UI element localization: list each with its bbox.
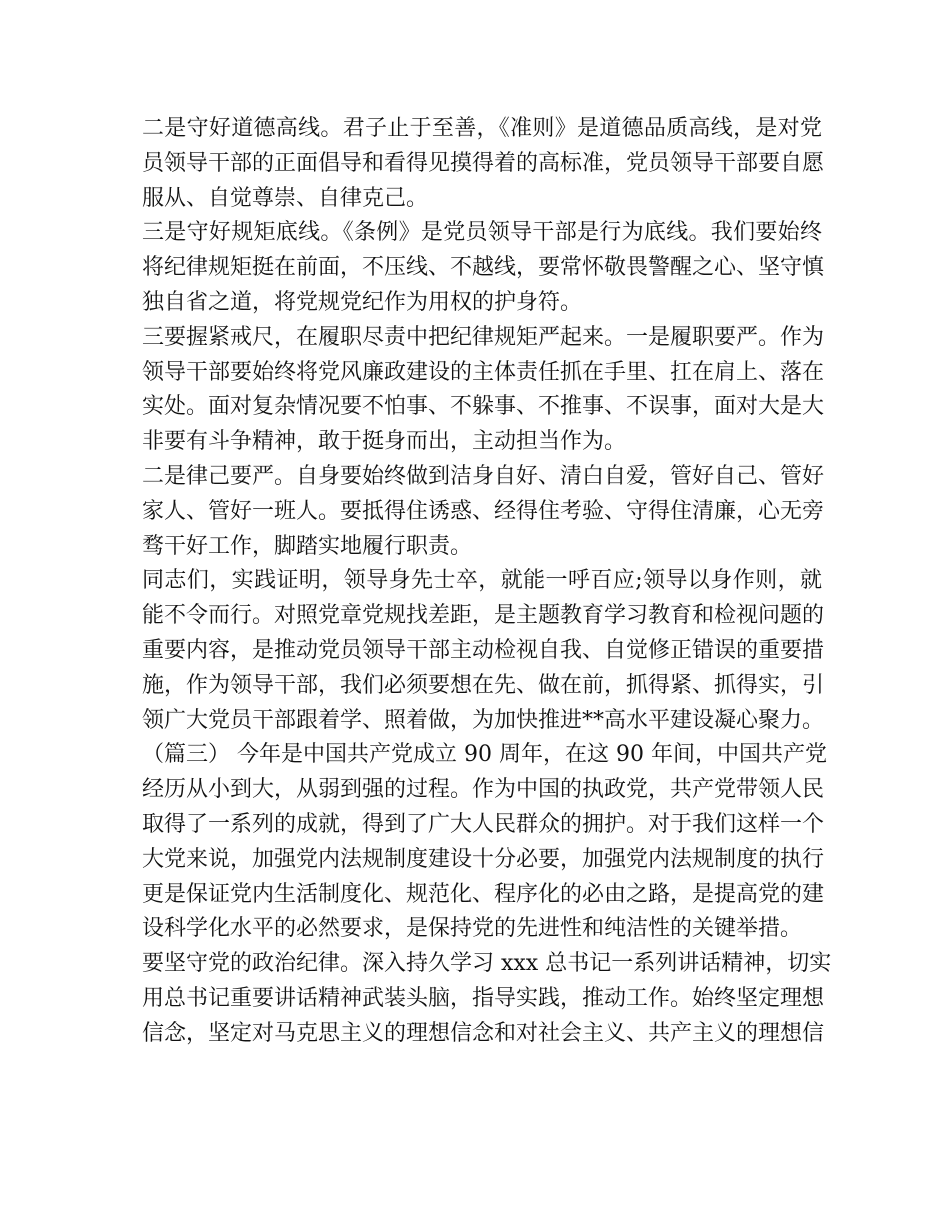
text-line: 更是保证党内生活制度化、规范化、程序化的必由之路，是提高党的建 <box>142 881 825 907</box>
text-line: 骛干好工作，脚踏实地履行职责。 <box>142 533 473 559</box>
text-line: 实处。面对复杂情况要不怕事、不躲事、不推事、不误事，面对大是大 <box>142 394 825 420</box>
text-line: 信念，坚定对马克思主义的理想信念和对社会主义、共产主义的理想信 <box>142 1020 825 1046</box>
text-line: 将纪律规矩挺在前面，不压线、不越线，要常怀敬畏警醒之心、坚守慎 <box>142 255 825 281</box>
text-line: 领导干部要始终将党风廉政建设的主体责任抓在手里、扛在肩上、落在 <box>142 359 825 385</box>
text-line: 家人、管好一班人。要抵得住诱惑、经得住考验、守得住清廉，心无旁 <box>142 498 825 524</box>
text-line: 重要内容，是推动党员领导干部主动检视自我、自觉修正错误的重要措 <box>142 637 825 663</box>
text-line: （篇三） 今年是中国共产党成立 90 周年，在这 90 年间，中国共产党 <box>142 742 827 768</box>
text-line: 员领导干部的正面倡导和看得见摸得着的高标准，党员领导干部要自愿 <box>142 150 825 176</box>
text-line: 取得了一系列的成就，得到了广大人民群众的拥护。对于我们这样一个 <box>142 811 825 837</box>
text-line: 要坚守党的政治纪律。深入持久学习 xxx 总书记一系列讲话精神，切实 <box>142 951 832 977</box>
text-line: 领广大党员干部跟着学、照着做，为加快推进**高水平建设凝心聚力。 <box>142 707 825 733</box>
text-line: 二是律己要严。自身要始终做到洁身自好、清白自爱，管好自己、管好 <box>142 463 825 489</box>
text-line: 服从、自觉尊崇、自律克己。 <box>142 185 429 211</box>
text-line: 设科学化水平的必然要求，是保持党的先进性和纯洁性的关键举措。 <box>142 916 803 942</box>
text-line: 非要有斗争精神，敢于挺身而出，主动担当作为。 <box>142 429 627 455</box>
text-line: 三是守好规矩底线。《条例》是党员领导干部是行为底线。我们要始终 <box>142 220 822 246</box>
text-line: 用总书记重要讲话精神武装头脑，指导实践，推动工作。始终坚定理想 <box>142 985 825 1011</box>
text-line: 能不令而行。对照党章党规找差距，是主题教育学习教育和检视问题的 <box>142 603 825 629</box>
text-line: 三要握紧戒尺，在履职尽责中把纪律规矩严起来。一是履职要严。作为 <box>142 324 825 350</box>
text-line: 经历从小到大，从弱到强的过程。作为中国的执政党，共产党带领人民 <box>142 777 825 803</box>
body-text <box>142 112 832 1052</box>
text-line: 大党来说，加强党内法规制度建设十分必要，加强党内法规制度的执行 <box>142 846 825 872</box>
text-line: 二是守好道德高线。君子止于至善，《准则》是道德品质高线，是对党 <box>142 116 822 141</box>
text-line: 独自省之道，将党规党纪作为用权的护身符。 <box>142 289 583 315</box>
text-line: 施，作为领导干部，我们必须要想在先、做在前，抓得紧、抓得实，引 <box>142 672 825 698</box>
text-line: 同志们，实践证明，领导身先士卒，就能一呼百应;领导以身作则，就 <box>142 568 822 594</box>
